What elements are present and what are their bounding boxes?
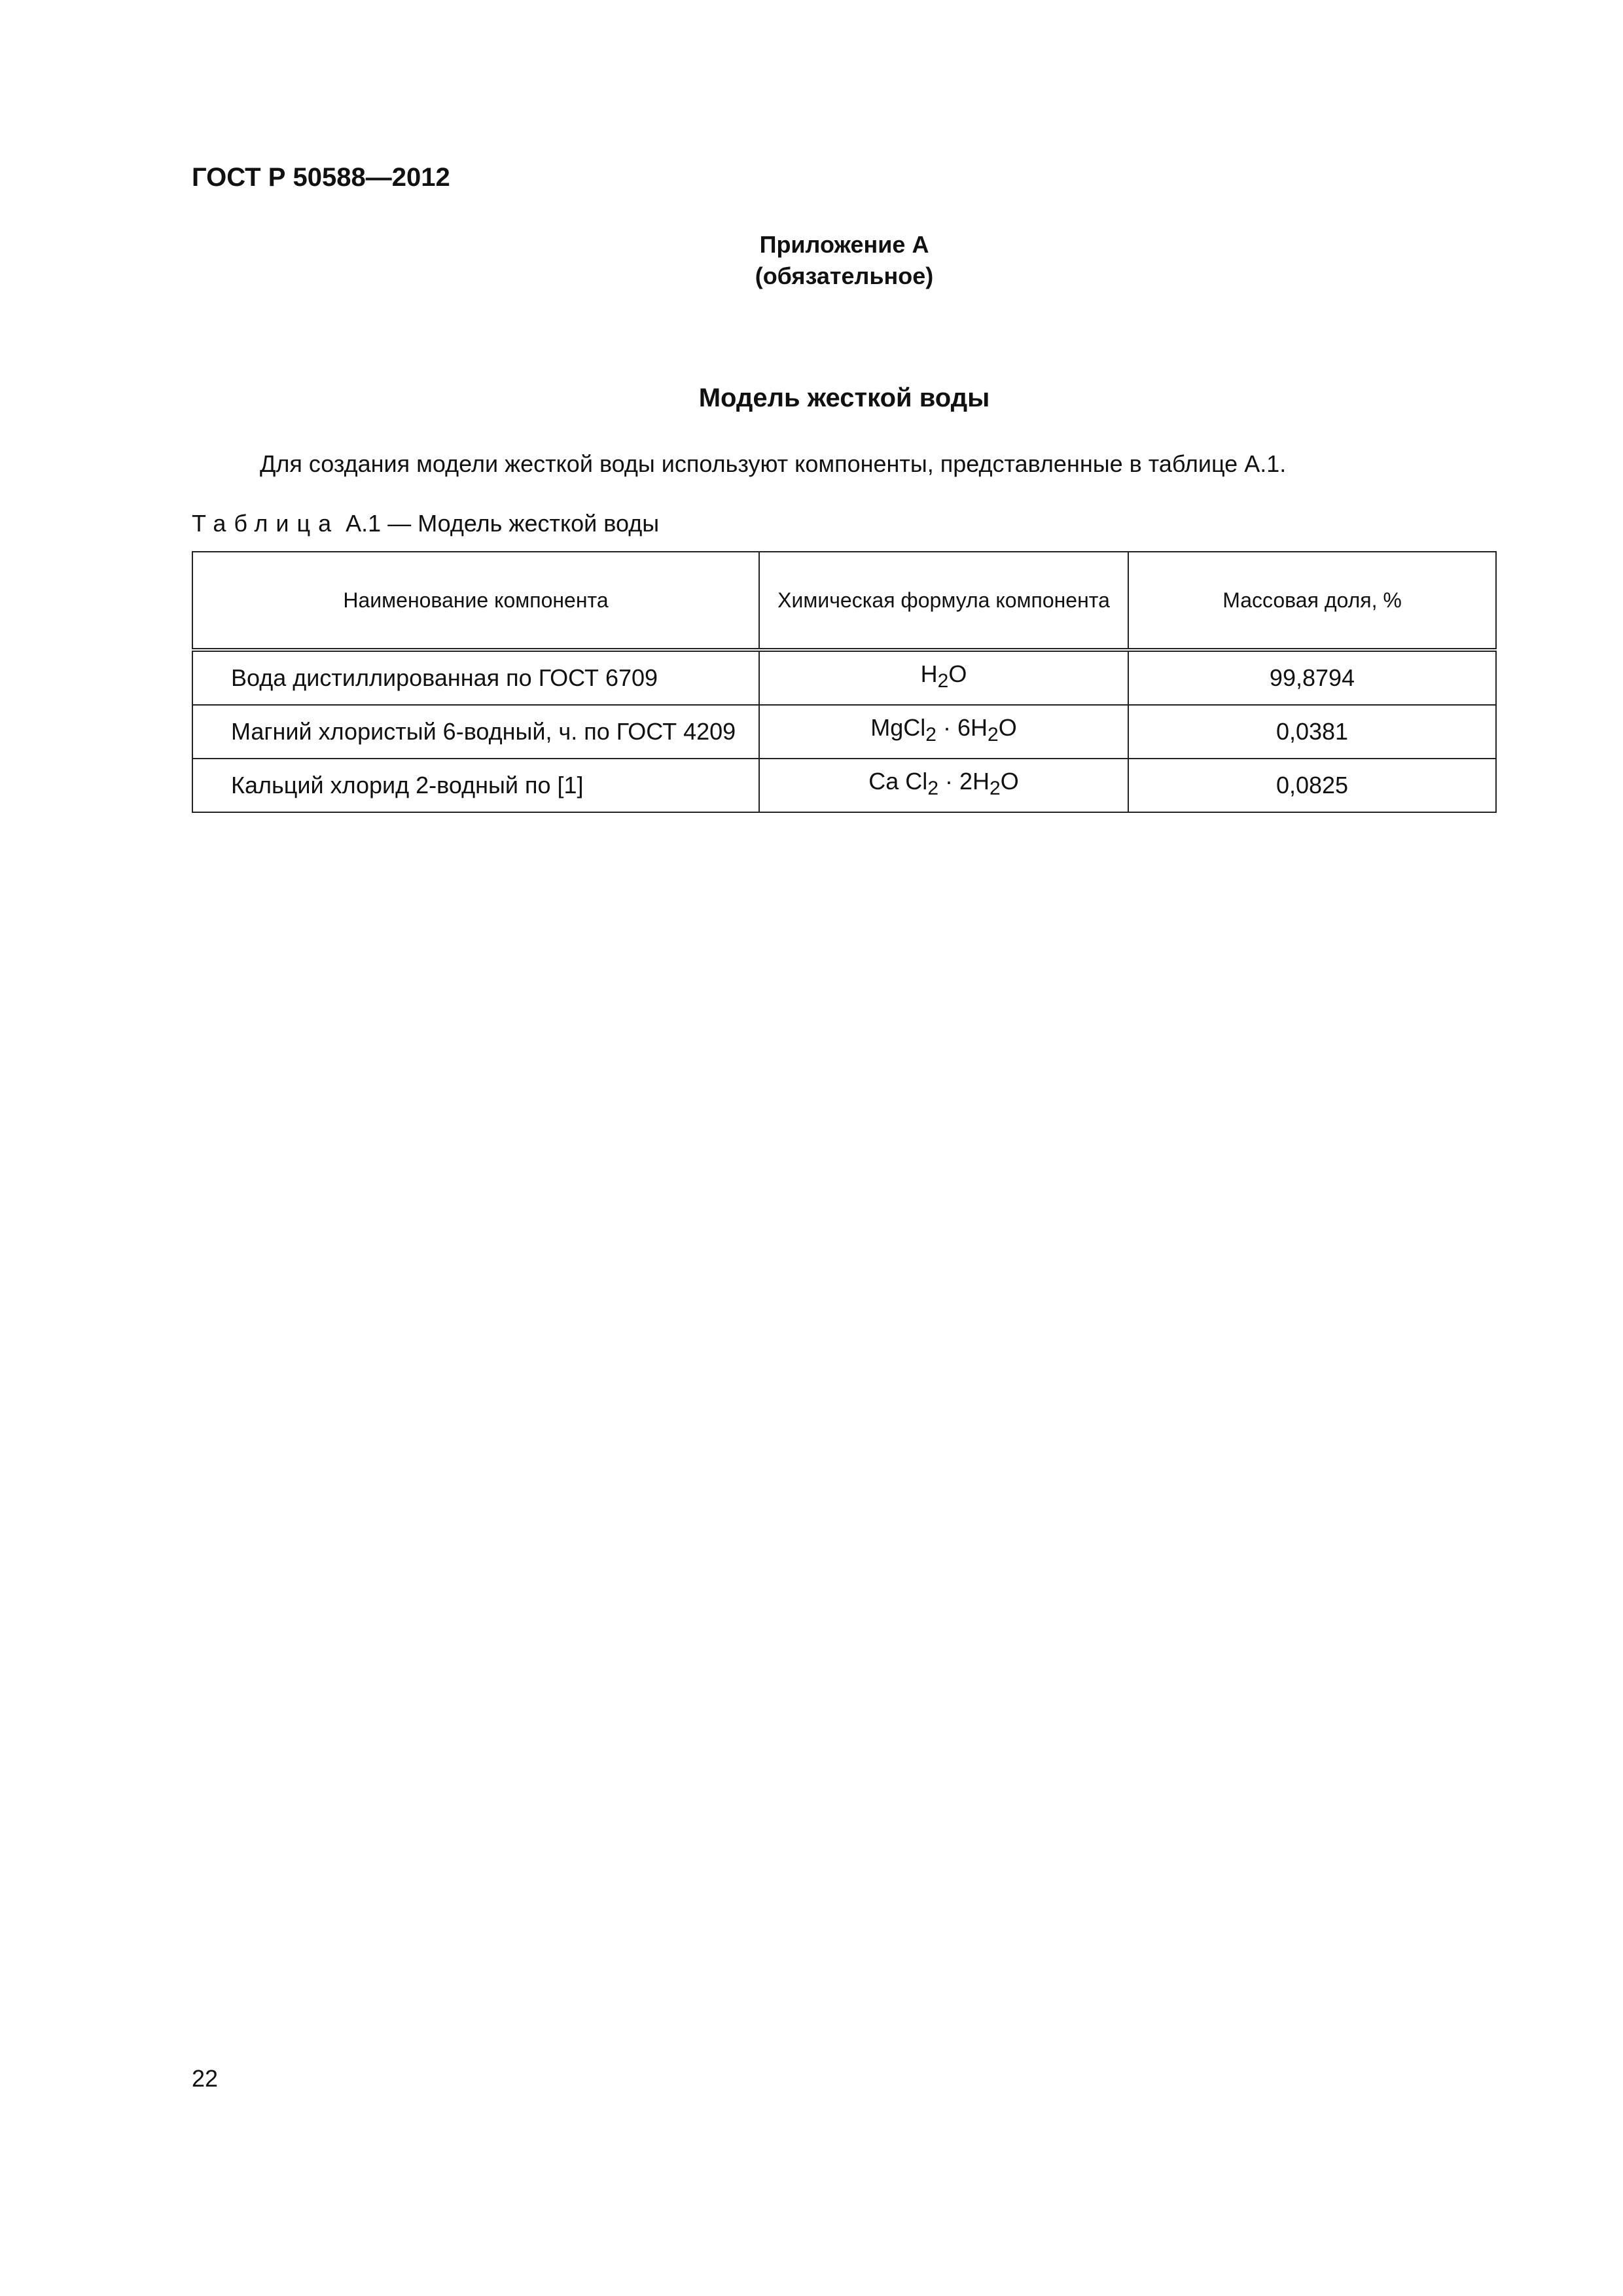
component-name: Магний хлористый 6-водный, ч. по ГОСТ 4209	[192, 705, 759, 759]
component-name: Кальций хлорид 2-водный по [1]	[192, 759, 759, 812]
chemical-formula: MgCl$_2$ · $6H_2O$	[759, 705, 1128, 759]
mass-fraction: 0,0381	[1128, 705, 1496, 759]
table-row	[192, 650, 1496, 705]
section-title: Модель жесткой воды	[698, 384, 990, 412]
chemical-formula: $H_2O$	[759, 650, 1128, 705]
components-table	[192, 551, 1497, 813]
table-header-row	[192, 552, 1496, 650]
annex-status: (обязательное)	[755, 262, 934, 289]
chemical-formula: Ca $Cl_2 \cdot 2H_2O$	[759, 759, 1128, 812]
table-caption-word: Таблица	[192, 510, 340, 537]
table-caption-text: А.1 — Модель жесткой воды	[339, 510, 660, 537]
intro-paragraph: Для создания модели жесткой воды используют компоненты, представленные в таблице А.1.	[260, 450, 1287, 477]
document-code: ГОСТ Р 50588—2012	[192, 163, 450, 192]
header-chemical-formula: Химическая формула компонента	[759, 552, 1128, 650]
page-number: 22	[192, 2065, 219, 2092]
mass-fraction: 0,0825	[1128, 759, 1496, 812]
table-row	[192, 705, 1496, 759]
header-component-name: Наименование компонента	[192, 552, 759, 650]
annex-heading	[0, 229, 1623, 292]
table-row	[192, 759, 1496, 812]
mass-fraction: 99,8794	[1128, 650, 1496, 705]
component-name: Вода дистиллированная по ГОСТ 6709	[192, 650, 759, 705]
annex-title: Приложение А	[759, 231, 929, 258]
header-mass-fraction: Массовая доля, %	[1128, 552, 1496, 650]
table-caption	[192, 508, 659, 539]
